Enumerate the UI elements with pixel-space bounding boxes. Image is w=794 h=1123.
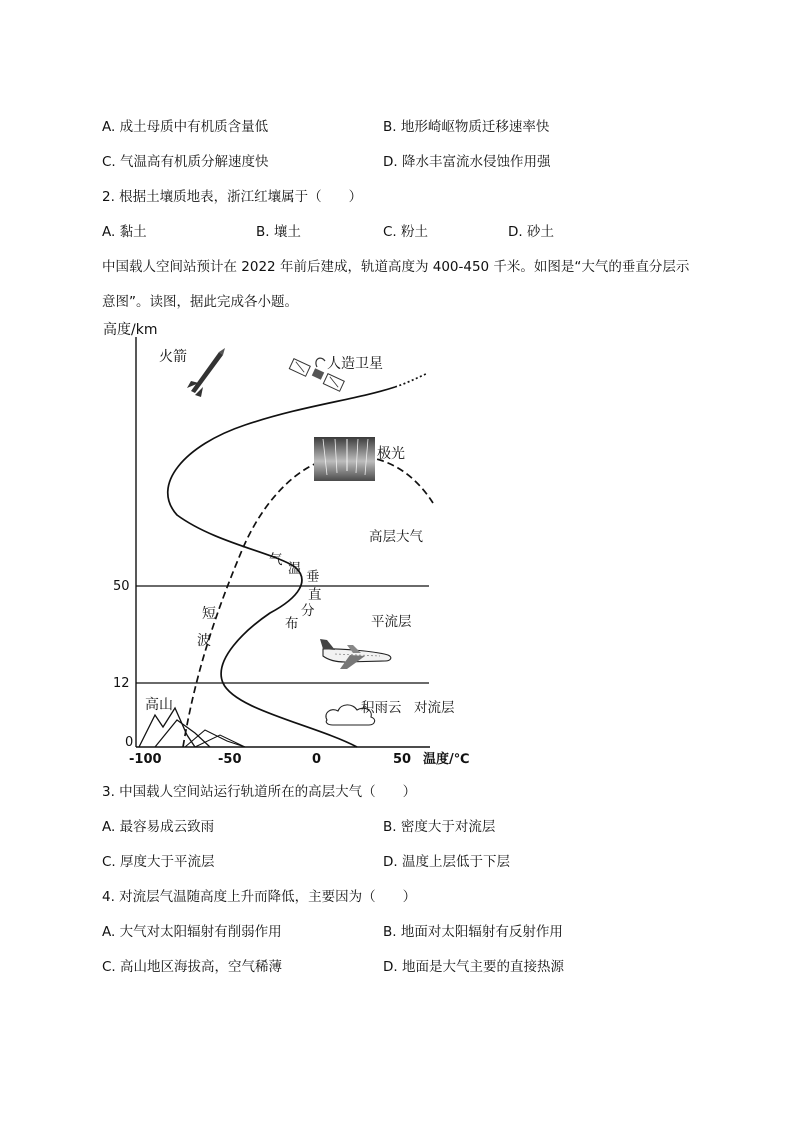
shortwave-label-2: 波 (197, 633, 211, 649)
q1-option-a: A. 成土母质中有机质含量低 (102, 119, 269, 135)
temperature-curve-dotted (395, 373, 428, 387)
q1-option-b: B. 地形崎岖物质迁移速率快 (383, 119, 550, 135)
troposphere-label: 对流层 (414, 700, 455, 716)
q3-option-b: B. 密度大于对流层 (383, 819, 496, 835)
airplane-icon (320, 639, 391, 669)
y-tick-12: 12 (113, 676, 130, 691)
mountain-icon (139, 708, 245, 747)
upper-atmosphere-label: 高层大气 (369, 529, 423, 545)
stratosphere-label: 平流层 (371, 614, 412, 630)
q2-option-b: B. 壤土 (256, 224, 301, 240)
rocket-label: 火箭 (159, 349, 187, 365)
q1-option-c: C. 气温高有机质分解速度快 (102, 154, 269, 170)
q2-stem: 2. 根据土壤质地表，浙江红壤属于（ ） (102, 189, 363, 205)
temp-curve-label-3: 垂 (306, 569, 320, 585)
aurora-label: 极光 (377, 446, 405, 462)
x-tick-neg50: -50 (218, 752, 242, 767)
q3-option-c: C. 厚度大于平流层 (102, 854, 215, 870)
x-tick-50: 50 (393, 752, 412, 767)
q4-option-d: D. 地面是大气主要的直接热源 (383, 959, 564, 975)
aurora-image (314, 437, 375, 481)
q4-option-c: C. 高山地区海拔高，空气稀薄 (102, 959, 283, 975)
y-tick-50: 50 (113, 579, 130, 594)
mountain-label: 高山 (145, 697, 173, 713)
q3-stem: 3. 中国载人空间站运行轨道所在的高层大气（ ） (102, 784, 417, 800)
q2-option-c: C. 粉土 (383, 224, 429, 240)
q3-option-a: A. 最容易成云致雨 (102, 819, 215, 835)
temp-curve-label-2: 温 (288, 561, 302, 577)
atmosphere-layers-figure (95, 315, 475, 770)
x-axis-label: 温度/℃ (423, 752, 470, 767)
q2-option-d: D. 砂土 (508, 224, 554, 240)
q4-option-b: B. 地面对太阳辐射有反射作用 (383, 924, 563, 940)
q4-option-a: A. 大气对太阳辐射有削弱作用 (102, 924, 282, 940)
shortwave-label-1: 短 (202, 606, 216, 622)
satellite-label: 人造卫星 (327, 356, 383, 372)
x-tick-neg100: -100 (129, 752, 162, 767)
y-tick-0: 0 (125, 735, 134, 750)
intro-line-1: 中国载人空间站预计在 2022 年前后建成，轨道高度为 400-450 千米。如图是“大气的垂直分层示 (102, 259, 690, 275)
y-axis-label: 高度/km (103, 322, 158, 338)
x-tick-0: 0 (312, 752, 322, 767)
temp-curve-label-6: 布 (285, 616, 299, 632)
intro-line-2: 意图”。读图，据此完成各小题。 (102, 294, 298, 310)
rocket-icon (187, 348, 225, 397)
cumulonimbus-label: 积雨云 (361, 700, 402, 716)
q2-option-a: A. 黏土 (102, 224, 147, 240)
q4-stem: 4. 对流层气温随高度上升而降低，主要因为（ ） (102, 889, 417, 905)
temp-curve-label-5: 分 (301, 603, 315, 619)
temp-curve-label-4: 直 (308, 587, 322, 603)
q1-option-d: D. 降水丰富流水侵蚀作用强 (383, 154, 551, 170)
q3-option-d: D. 温度上层低于下层 (383, 854, 510, 870)
temp-curve-label-1: 气 (269, 552, 283, 568)
